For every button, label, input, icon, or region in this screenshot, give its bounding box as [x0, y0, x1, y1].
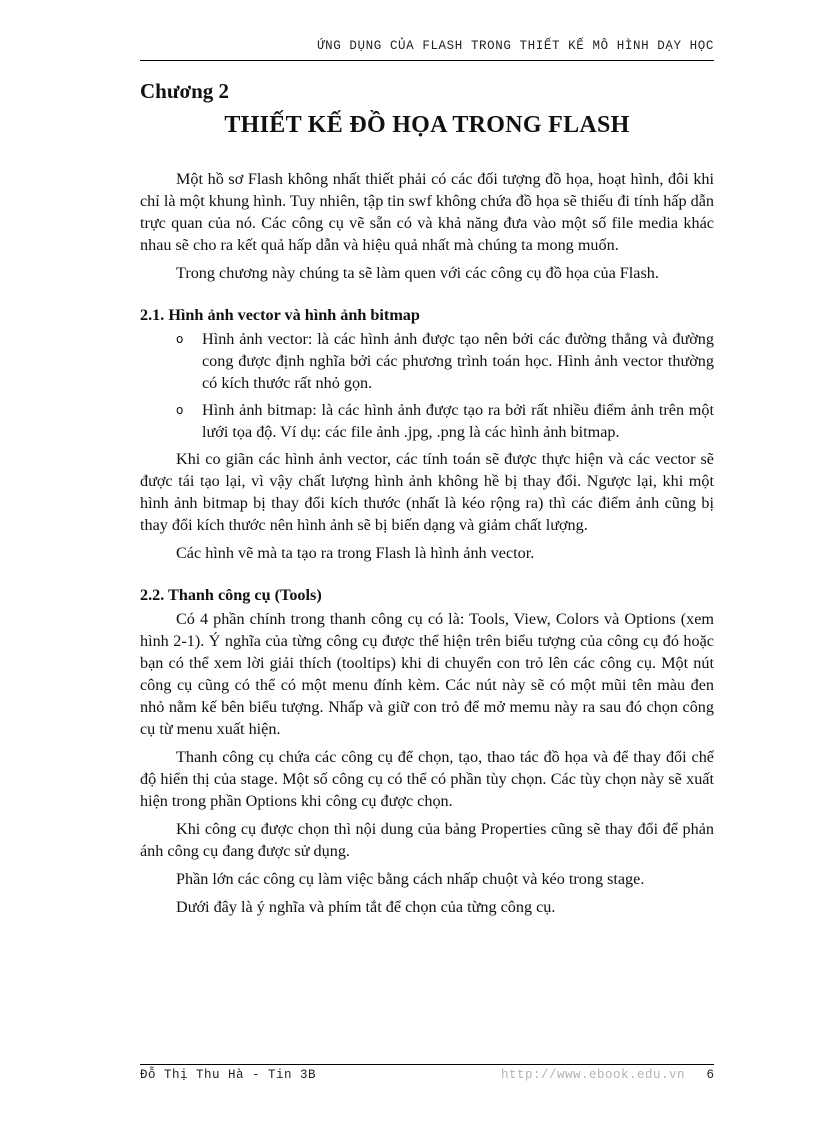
footer-author: Đỗ Thị Thu Hà - Tin 3B: [140, 1068, 317, 1082]
list-item: [140, 328, 714, 394]
section-heading: 2.2. Thanh công cụ (Tools): [140, 586, 322, 604]
paragraph: Thanh công cụ chứa các công cụ để chọn, tạo, thao tác đồ họa và để thay đổi chế độ hiển thị của stage. Một số công cụ có thể có phần tùy chọn. Các tùy chọn này sẽ xuất hiện trong phần Options khi công cụ được chọn.: [140, 748, 714, 810]
paragraph: Các hình vẽ mà ta tạo ra trong Flash là hình ảnh vector.: [176, 544, 535, 562]
running-header: [140, 36, 714, 61]
bullet-circle-icon: o: [176, 403, 184, 417]
paragraph: Khi công cụ được chọn thì nội dung của bảng Properties cũng sẽ thay đổi để phản ánh công cụ đang được sử dụng.: [140, 820, 714, 860]
footer-url: http://www.ebook.edu.vn: [500, 1068, 685, 1082]
paragraph: Khi co giãn các hình ảnh vector, các tính toán sẽ được thực hiện và các vector sẽ được tái tạo lại, vì vậy chất lượng hình ảnh không hề bị thay đổi. Ngược lại, khi một hình ảnh bitmap bị thay đổi kích thước (nhất là kéo rộng ra) thì các điểm ảnh cũng bị thay đổi kích thước nên hình ảnh sẽ bị biến dạng và giảm chất lượng.: [140, 450, 714, 534]
section-heading: 2.1. Hình ảnh vector và hình ảnh bitmap: [140, 306, 420, 324]
chapter-title: THIẾT KẾ ĐỒ HỌA TRONG FLASH: [224, 112, 630, 138]
paragraph: Có 4 phần chính trong thanh công cụ có là: Tools, View, Colors và Options (xem hình 2-1). Ý nghĩa của từng công cụ được thể hiện trên biểu tượng của công cụ đó hoặc bạn có thể xem lời giải thích (tooltips) khi di chuyển con trỏ lên các công cụ. Một nút công cụ cũng có thể có một menu đính kèm. Các nút này sẽ có một mũi tên màu đen nhỏ nằm kế bên biểu tượng. Nhấp và giữ con trỏ để mở memu này ra sau đó chọn công cụ từ menu xuất hiện.: [140, 610, 714, 738]
list-item: [140, 399, 714, 443]
paragraph: Dưới đây là ý nghĩa và phím tắt để chọn của từng công cụ.: [176, 898, 556, 916]
bullet-circle-icon: o: [176, 332, 184, 346]
page-footer: [140, 1064, 714, 1082]
list-item-text: Hình ảnh vector: là các hình ảnh được tạo nên bởi các đường thẳng và đường cong được định nghĩa bởi các phương trình toán học. Hình ảnh vector thường có kích thước rất nhỏ gọn.: [202, 330, 714, 392]
list-item-text: Hình ảnh bitmap: là các hình ảnh được tạo ra bởi rất nhiều điểm ảnh trên một lưới tọa độ. Ví dụ: các file ảnh .jpg, .png là các hình ảnh bitmap.: [202, 401, 714, 441]
page-number: 6: [706, 1068, 714, 1082]
paragraph: Trong chương này chúng ta sẽ làm quen với các công cụ đồ họa của Flash.: [176, 264, 659, 282]
paragraph: Phần lớn các công cụ làm việc bằng cách nhấp chuột và kéo trong stage.: [176, 870, 645, 888]
chapter-label: Chương 2: [140, 79, 230, 103]
paragraph: Một hồ sơ Flash không nhất thiết phải có các đối tượng đồ họa, hoạt hình, đôi khi chỉ là một khung hình. Tuy nhiên, tập tin swf không chứa đồ họa sẽ thiếu đi tính hấp dẫn trực quan của nó. Các công cụ vẽ sẵn có và khả năng đưa vào một số file media khác nhau sẽ cho ra kết quả hấp dẫn và hiệu quả nhất mà chúng ta mong muốn.: [140, 170, 714, 254]
bullet-list: [140, 328, 714, 443]
page-body: [140, 76, 714, 918]
running-title: ỨNG DỤNG CỦA FLASH TRONG THIẾT KẾ MÔ HÌNH DẠY HỌC: [317, 39, 714, 53]
